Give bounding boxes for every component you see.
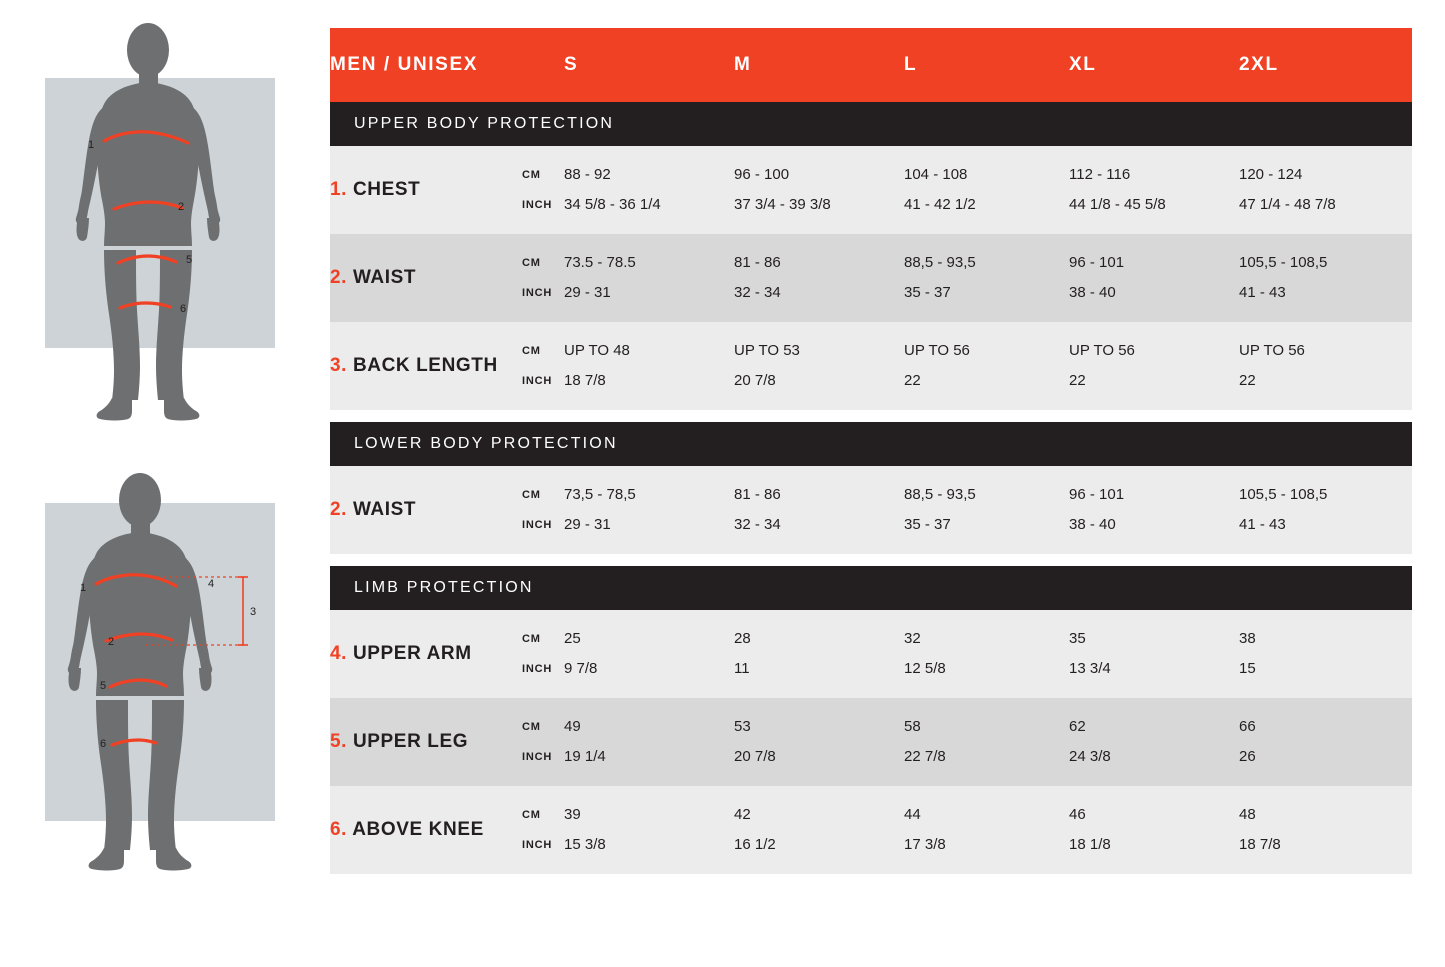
cell-2xl	[1239, 786, 1412, 874]
row-name: WAIST	[352, 267, 417, 288]
value-inch: 13 3/4	[1069, 660, 1111, 677]
row-label-above-knee	[330, 786, 522, 874]
back-marker-1: 1	[80, 582, 87, 594]
unit-cm: CM	[522, 345, 541, 357]
cell-m	[734, 610, 904, 698]
cell-m	[734, 146, 904, 234]
cell-xl	[1069, 146, 1239, 234]
cell-m	[734, 698, 904, 786]
front-marker-5: 5	[186, 254, 193, 266]
front-marker-6: 6	[180, 303, 187, 315]
value-inch: 41 - 43	[1239, 284, 1286, 301]
value-cm: 32	[904, 630, 921, 647]
cell-s	[564, 698, 734, 786]
value-cm: 62	[1069, 718, 1086, 735]
value-cm: 25	[564, 630, 581, 647]
row-label-upper-leg	[330, 698, 522, 786]
row-label-waist-upper	[330, 234, 522, 322]
value-cm: 73.5 - 78.5	[564, 254, 636, 271]
value-cm: 104 - 108	[904, 166, 968, 183]
section-header-upper-body	[330, 102, 1412, 146]
unit-inch: INCH	[522, 751, 553, 763]
value-cm: 44	[904, 806, 921, 823]
value-inch: 22	[1239, 372, 1256, 389]
row-name: UPPER LEG	[352, 731, 469, 752]
header-size-2xl: 2XL	[1239, 54, 1279, 75]
value-inch: 11	[734, 660, 750, 677]
value-inch: 29 - 31	[564, 284, 611, 301]
row-spacer	[330, 410, 1412, 422]
value-cm: UP TO 56	[904, 342, 970, 359]
back-marker-4: 4	[208, 578, 215, 590]
row-label-chest	[330, 146, 522, 234]
cell-2xl	[1239, 322, 1412, 410]
value-inch: 35 - 37	[904, 516, 951, 533]
cell-m	[734, 322, 904, 410]
back-marker-3: 3	[250, 606, 257, 618]
value-inch: 34 5/8 - 36 1/4	[564, 196, 661, 213]
table-row	[330, 146, 1412, 234]
unit-inch: INCH	[522, 839, 553, 851]
row-number: 4.	[330, 643, 348, 664]
back-body-illustration	[0, 455, 330, 885]
cell-s	[564, 466, 734, 554]
value-inch: 35 - 37	[904, 284, 951, 301]
cell-xl	[1069, 466, 1239, 554]
header-size-l: L	[904, 54, 918, 75]
table-row	[330, 234, 1412, 322]
table-header-row	[330, 28, 1412, 102]
value-inch: 38 - 40	[1069, 284, 1116, 301]
value-cm: 66	[1239, 718, 1256, 735]
value-cm: UP TO 56	[1069, 342, 1135, 359]
value-inch: 38 - 40	[1069, 516, 1116, 533]
cell-2xl	[1239, 698, 1412, 786]
value-cm: 88 - 92	[564, 166, 611, 183]
value-inch: 18 7/8	[1239, 836, 1281, 853]
value-inch: 32 - 34	[734, 284, 781, 301]
value-inch: 41 - 42 1/2	[904, 196, 976, 213]
front-body-diagram	[0, 10, 330, 440]
cell-s	[564, 322, 734, 410]
header-title: MEN / UNISEX	[330, 54, 478, 75]
value-cm: UP TO 48	[564, 342, 630, 359]
value-cm: 48	[1239, 806, 1256, 823]
value-cm: 88,5 - 93,5	[904, 486, 976, 503]
value-cm: 120 - 124	[1239, 166, 1303, 183]
cell-xl	[1069, 698, 1239, 786]
cell-2xl	[1239, 146, 1412, 234]
cell-m	[734, 234, 904, 322]
value-inch: 44 1/8 - 45 5/8	[1069, 196, 1166, 213]
header-size-s: S	[564, 54, 579, 75]
row-name: WAIST	[352, 499, 417, 520]
row-number: 2.	[330, 267, 348, 288]
unit-inch: INCH	[522, 663, 553, 675]
row-name: CHEST	[352, 179, 421, 200]
row-number: 2.	[330, 499, 348, 520]
section-header-lower-body	[330, 422, 1412, 466]
value-inch: 19 1/4	[564, 748, 606, 765]
cell-xl	[1069, 786, 1239, 874]
cell-xl	[1069, 322, 1239, 410]
cell-l	[904, 146, 1069, 234]
value-inch: 12 5/8	[904, 660, 946, 677]
unit-cm: CM	[522, 257, 541, 269]
value-inch: 17 3/8	[904, 836, 946, 853]
value-inch: 41 - 43	[1239, 516, 1286, 533]
cell-l	[904, 786, 1069, 874]
section-header-limb	[330, 566, 1412, 610]
cell-s	[564, 234, 734, 322]
value-inch: 24 3/8	[1069, 748, 1111, 765]
row-label-waist-lower	[330, 466, 522, 554]
value-cm: 49	[564, 718, 581, 735]
back-marker-2: 2	[108, 636, 115, 648]
cell-s	[564, 146, 734, 234]
cell-s	[564, 786, 734, 874]
unit-cm: CM	[522, 489, 541, 501]
back-marker-5: 5	[100, 680, 107, 692]
cell-s	[564, 610, 734, 698]
value-cm: 112 - 116	[1069, 166, 1131, 183]
value-cm: 28	[734, 630, 751, 647]
value-cm: 81 - 86	[734, 486, 781, 503]
value-inch: 29 - 31	[564, 516, 611, 533]
table-row	[330, 786, 1412, 874]
value-inch: 15	[1239, 660, 1256, 677]
value-cm: 96 - 100	[734, 166, 790, 183]
value-inch: 37 3/4 - 39 3/8	[734, 196, 831, 213]
section-label: UPPER BODY PROTECTION	[330, 102, 1412, 146]
value-inch: 16 1/2	[734, 836, 776, 853]
value-cm: 105,5 - 108,5	[1239, 486, 1328, 503]
value-inch: 20 7/8	[734, 372, 776, 389]
cell-l	[904, 322, 1069, 410]
value-cm: UP TO 56	[1239, 342, 1305, 359]
value-inch: 26	[1239, 748, 1256, 765]
value-inch: 32 - 34	[734, 516, 781, 533]
value-cm: 42	[734, 806, 751, 823]
table-row	[330, 610, 1412, 698]
row-number: 3.	[330, 355, 348, 376]
cell-l	[904, 466, 1069, 554]
row-name: ABOVE KNEE	[352, 819, 484, 840]
row-units	[522, 146, 564, 234]
value-inch: 22 7/8	[904, 748, 946, 765]
value-inch: 9 7/8	[564, 660, 598, 677]
value-cm: 38	[1239, 630, 1256, 647]
cell-xl	[1069, 234, 1239, 322]
size-chart-table	[330, 28, 1412, 874]
unit-inch: INCH	[522, 287, 553, 299]
value-cm: 35	[1069, 630, 1086, 647]
value-cm: UP TO 53	[734, 342, 800, 359]
row-units	[522, 466, 564, 554]
value-cm: 88,5 - 93,5	[904, 254, 976, 271]
unit-inch: INCH	[522, 519, 553, 531]
size-table-container	[330, 28, 1412, 874]
unit-inch: INCH	[522, 375, 553, 387]
value-inch: 18 1/8	[1069, 836, 1111, 853]
value-cm: 105,5 - 108,5	[1239, 254, 1328, 271]
unit-inch: INCH	[522, 199, 553, 211]
cell-l	[904, 610, 1069, 698]
value-cm: 96 - 101	[1069, 486, 1125, 503]
row-units	[522, 698, 564, 786]
back-body-diagram	[0, 455, 330, 885]
section-label: LIMB PROTECTION	[330, 566, 1412, 610]
unit-cm: CM	[522, 721, 541, 733]
row-units	[522, 234, 564, 322]
cell-l	[904, 698, 1069, 786]
row-name: UPPER ARM	[352, 643, 472, 664]
row-name: BACK LENGTH	[352, 355, 498, 376]
value-cm: 73,5 - 78,5	[564, 486, 636, 503]
value-cm: 39	[564, 806, 581, 823]
row-label-back-length	[330, 322, 522, 410]
row-units	[522, 610, 564, 698]
row-units	[522, 786, 564, 874]
cell-l	[904, 234, 1069, 322]
value-cm: 58	[904, 718, 921, 735]
front-body-illustration	[0, 10, 330, 440]
value-cm: 96 - 101	[1069, 254, 1125, 271]
cell-m	[734, 786, 904, 874]
body-diagrams	[0, 0, 330, 967]
cell-m	[734, 466, 904, 554]
cell-2xl	[1239, 234, 1412, 322]
unit-cm: CM	[522, 633, 541, 645]
row-number: 5.	[330, 731, 348, 752]
value-inch: 18 7/8	[564, 372, 606, 389]
unit-cm: CM	[522, 809, 541, 821]
cell-2xl	[1239, 466, 1412, 554]
header-size-xl: XL	[1069, 54, 1097, 75]
section-label: LOWER BODY PROTECTION	[330, 422, 1412, 466]
header-size-m: M	[734, 54, 752, 75]
row-number: 6.	[330, 819, 348, 840]
table-row	[330, 466, 1412, 554]
value-cm: 46	[1069, 806, 1086, 823]
cell-2xl	[1239, 610, 1412, 698]
back-marker-6: 6	[100, 738, 107, 750]
front-marker-2: 2	[178, 201, 185, 213]
row-number: 1.	[330, 179, 348, 200]
unit-cm: CM	[522, 169, 541, 181]
table-row	[330, 698, 1412, 786]
value-cm: 81 - 86	[734, 254, 781, 271]
value-inch: 15 3/8	[564, 836, 606, 853]
row-units	[522, 322, 564, 410]
cell-xl	[1069, 610, 1239, 698]
value-inch: 22	[1069, 372, 1086, 389]
value-inch: 47 1/4 - 48 7/8	[1239, 196, 1336, 213]
value-inch: 20 7/8	[734, 748, 776, 765]
front-marker-1: 1	[88, 139, 95, 151]
row-spacer	[330, 554, 1412, 566]
value-cm: 53	[734, 718, 751, 735]
table-row	[330, 322, 1412, 410]
row-label-upper-arm	[330, 610, 522, 698]
value-inch: 22	[904, 372, 921, 389]
